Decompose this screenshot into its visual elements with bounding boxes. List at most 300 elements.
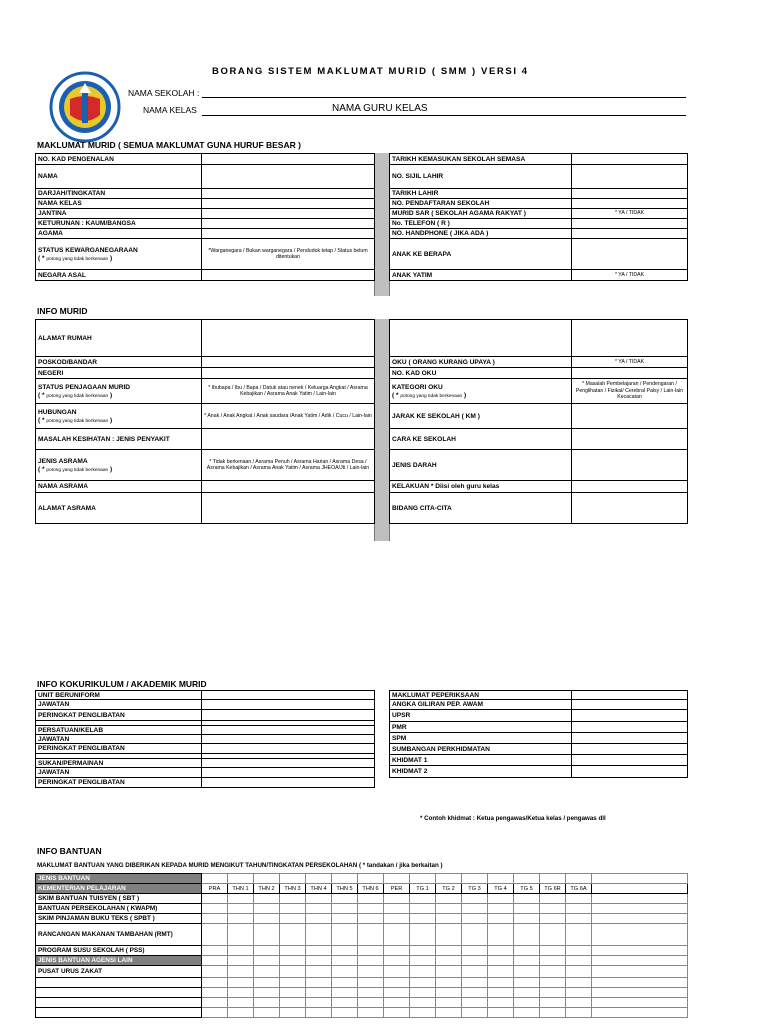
- field-value-alamat-asrama[interactable]: [202, 493, 375, 524]
- checkbox-cell[interactable]: [254, 966, 280, 978]
- year-column-header: TG 5: [514, 884, 540, 894]
- form-row: [390, 733, 688, 744]
- checkbox-cell[interactable]: [228, 894, 254, 904]
- blank-cell[interactable]: [592, 966, 688, 978]
- checkbox-cell[interactable]: [306, 1008, 332, 1018]
- checkbox-cell[interactable]: [436, 914, 462, 924]
- field-value-masalah-kesihatan-jenis-penyakit[interactable]: [202, 429, 375, 450]
- year-column-header: THN 6: [358, 884, 384, 894]
- checkbox-cell[interactable]: [462, 946, 488, 956]
- checkbox-cell[interactable]: [384, 998, 410, 1008]
- checkbox-cell[interactable]: [254, 978, 280, 988]
- field-label-jenis-darah: [390, 450, 572, 481]
- checkbox-cell[interactable]: [228, 998, 254, 1008]
- teacher-name-label: NAMA GURU KELAS: [332, 103, 428, 114]
- field-value-bidang-cita-cita[interactable]: [572, 493, 688, 524]
- checkbox-cell[interactable]: [280, 924, 306, 946]
- field-value-darjah-tingkatan[interactable]: [202, 189, 375, 199]
- checkbox-cell[interactable]: [540, 924, 566, 946]
- checkbox-cell[interactable]: [566, 988, 592, 998]
- field-value-alamat-rumah[interactable]: [202, 320, 375, 357]
- checkbox-cell[interactable]: [514, 904, 540, 914]
- form-row: [36, 357, 375, 368]
- checkbox-cell[interactable]: [202, 894, 228, 904]
- field-value-blank[interactable]: [572, 320, 688, 357]
- checkbox-cell[interactable]: [384, 946, 410, 956]
- field-label-text: MURID SAR ( SEKOLAH AGAMA RAKYAT ): [392, 210, 526, 217]
- field-value-jawatan[interactable]: [202, 735, 375, 744]
- checkbox-cell[interactable]: [254, 956, 280, 966]
- checkbox-cell[interactable]: [410, 966, 436, 978]
- checkbox-cell[interactable]: [514, 978, 540, 988]
- checkbox-cell[interactable]: [280, 966, 306, 978]
- form-row: [36, 759, 375, 768]
- field-value-tarikh-lahir[interactable]: [572, 189, 688, 199]
- checkbox-cell[interactable]: [254, 1008, 280, 1018]
- field-label-text: NAMA: [38, 173, 58, 180]
- checkbox-cell[interactable]: [332, 998, 358, 1008]
- checkbox-cell[interactable]: [436, 904, 462, 914]
- checkbox-cell[interactable]: [410, 956, 436, 966]
- agency-label-blank[interactable]: [36, 1008, 202, 1018]
- field-value-angka-giliran-pep-awam[interactable]: [572, 700, 688, 710]
- checkbox-cell[interactable]: [332, 924, 358, 946]
- checkbox-cell[interactable]: [228, 904, 254, 914]
- checkbox-cell[interactable]: [202, 966, 228, 978]
- field-label-agama: [36, 229, 202, 239]
- checkbox-cell[interactable]: [566, 904, 592, 914]
- checkbox-cell[interactable]: [566, 978, 592, 988]
- header-blank-cell: [384, 874, 410, 884]
- checkbox-cell[interactable]: [462, 904, 488, 914]
- field-value-anak-yatim[interactable]: * YA / TIDAK: [572, 270, 688, 281]
- checkbox-cell[interactable]: [358, 894, 384, 904]
- checkbox-cell[interactable]: [566, 946, 592, 956]
- field-label-text: ANGKA GILIRAN PEP. AWAM: [392, 701, 483, 708]
- field-value-kategori-oku[interactable]: * Masalah Pembelajaran / Pendengaran / Penglihatan / Fizikal/ Cerebral Palsy / Lain-lain Kecacatan: [572, 379, 688, 404]
- field-value-negara-asal[interactable]: [202, 270, 375, 281]
- checkbox-cell[interactable]: [436, 946, 462, 956]
- blank-cell[interactable]: [592, 978, 688, 988]
- header-blank-cell: [592, 874, 688, 884]
- checkbox-cell[interactable]: [410, 914, 436, 924]
- blank-cell[interactable]: [592, 904, 688, 914]
- checkbox-cell[interactable]: [202, 978, 228, 988]
- checkbox-cell[interactable]: [332, 914, 358, 924]
- checkbox-cell[interactable]: [358, 956, 384, 966]
- field-value-pmr[interactable]: [572, 722, 688, 733]
- checkbox-cell[interactable]: [280, 894, 306, 904]
- field-value-jenis-asrama[interactable]: * Tidak berkenaan / Asrama Penuh / Asrama Harian / Asrama Desa / Asrama Kebajikan / Asrama Anak Yatim / Asrama JHEOA/Jti / Lain-lain: [202, 450, 375, 481]
- checkbox-cell[interactable]: [358, 978, 384, 988]
- checkbox-cell[interactable]: [488, 946, 514, 956]
- checkbox-cell[interactable]: [254, 946, 280, 956]
- blank-cell[interactable]: [592, 894, 688, 904]
- checkbox-cell[interactable]: [566, 914, 592, 924]
- field-value-peringkat-penglibatan[interactable]: [202, 710, 375, 721]
- checkbox-cell[interactable]: [384, 966, 410, 978]
- checkbox-cell[interactable]: [228, 956, 254, 966]
- checkbox-cell[interactable]: [436, 924, 462, 946]
- field-value-murid-sar-sekolah-agama-rakyat[interactable]: * YA / TIDAK: [572, 209, 688, 219]
- checkbox-cell[interactable]: [202, 946, 228, 956]
- checkbox-cell[interactable]: [436, 894, 462, 904]
- field-label-text: PERINGKAT PENGLIBATAN: [38, 779, 125, 786]
- checkbox-cell[interactable]: [436, 956, 462, 966]
- field-value-negeri[interactable]: [202, 368, 375, 379]
- checkbox-cell[interactable]: [254, 904, 280, 914]
- checkbox-cell[interactable]: [306, 946, 332, 956]
- field-value-nama-kelas[interactable]: [202, 199, 375, 209]
- blank-cell[interactable]: [592, 956, 688, 966]
- checkbox-cell[interactable]: [488, 924, 514, 946]
- field-value-persatuan-kelab[interactable]: [202, 726, 375, 735]
- checkbox-cell[interactable]: [254, 894, 280, 904]
- checkbox-cell[interactable]: [436, 1008, 462, 1018]
- agency-label-blank[interactable]: [36, 978, 202, 988]
- field-value-status-kewarganegaraan[interactable]: *Warganegara / Bukan warganegara / Penduduk tetap / Status belum ditentukan: [202, 239, 375, 270]
- checkbox-cell[interactable]: [384, 894, 410, 904]
- checkbox-cell[interactable]: [514, 914, 540, 924]
- checkbox-cell[interactable]: [436, 998, 462, 1008]
- year-column-header: THN 2: [254, 884, 280, 894]
- field-value-nama[interactable]: [202, 165, 375, 189]
- checkbox-cell[interactable]: [566, 1008, 592, 1018]
- checkbox-cell[interactable]: [462, 914, 488, 924]
- class-name-field[interactable]: [202, 115, 686, 116]
- checkbox-cell[interactable]: [384, 924, 410, 946]
- checkbox-cell[interactable]: [332, 978, 358, 988]
- field-label-text: NO. KAD PENGENALAN: [38, 155, 114, 163]
- field-value-keturunan-kaum-bangsa[interactable]: [202, 219, 375, 229]
- field-value-peringkat-penglibatan[interactable]: [202, 778, 375, 788]
- blank-cell[interactable]: [592, 924, 688, 946]
- blank-cell[interactable]: [592, 914, 688, 924]
- checkbox-cell[interactable]: [540, 998, 566, 1008]
- checkbox-cell[interactable]: [358, 988, 384, 998]
- checkbox-cell[interactable]: [488, 966, 514, 978]
- field-value-jawatan[interactable]: [202, 700, 375, 710]
- checkbox-cell[interactable]: [280, 904, 306, 914]
- blank-cell[interactable]: [592, 1008, 688, 1018]
- field-label-jawatan: [36, 768, 202, 778]
- bantuan-subtitle: MAKLUMAT BANTUAN YANG DIBERIKAN KEPADA MURID MENGIKUT TAHUN/TINGKATAN PERSEKOLAHAN ( * tandakan / jika berkaitan ): [37, 862, 443, 869]
- field-label-text: NO. PENDAFTARAN SEKOLAH: [392, 200, 490, 207]
- checkbox-cell[interactable]: [358, 914, 384, 924]
- checkbox-cell[interactable]: [254, 988, 280, 998]
- checkbox-cell[interactable]: [488, 894, 514, 904]
- field-label-murid-sar-sekolah-agama-rakyat: [390, 209, 572, 219]
- field-value-status-penjagaan-murid[interactable]: * Ibubapa / Ibu / Bapa / Datuk atau nenek / Keluarga Angkat / Asrama Kebajikan / Asrama Anak Yatim / Lain-lain: [202, 379, 375, 404]
- checkbox-cell[interactable]: [436, 988, 462, 998]
- jenis-bantuan-header: JENIS BANTUAN: [36, 874, 202, 884]
- checkbox-cell[interactable]: [254, 924, 280, 946]
- form-row: [36, 778, 375, 788]
- field-value-sukan-permainan[interactable]: [202, 759, 375, 768]
- field-value-jawatan[interactable]: [202, 768, 375, 778]
- field-label-text: MASALAH KESIHATAN : JENIS PENYAKIT: [38, 435, 170, 443]
- checkbox-cell[interactable]: [384, 988, 410, 998]
- checkbox-cell[interactable]: [462, 988, 488, 998]
- agency-row: [36, 998, 688, 1008]
- field-value-no-kad-pengenalan[interactable]: [202, 154, 375, 165]
- checkbox-cell[interactable]: [306, 894, 332, 904]
- field-label-text: TARIKH KEMASUKAN SEKOLAH SEMASA: [392, 155, 526, 163]
- checkbox-cell[interactable]: [540, 904, 566, 914]
- checkbox-cell[interactable]: [358, 966, 384, 978]
- checkbox-cell[interactable]: [540, 946, 566, 956]
- checkbox-cell[interactable]: [462, 894, 488, 904]
- field-value-peringkat-penglibatan[interactable]: [202, 744, 375, 754]
- field-note: ( * potong yang tidak berkenaan ): [38, 465, 113, 473]
- checkbox-cell[interactable]: [514, 1008, 540, 1018]
- checkbox-cell[interactable]: [306, 914, 332, 924]
- maklumat-right-table: [389, 153, 688, 281]
- checkbox-cell[interactable]: [436, 978, 462, 988]
- field-value-sumbangan-perkhidmatan[interactable]: [572, 744, 688, 755]
- ministry-logo: [49, 71, 121, 143]
- checkbox-cell[interactable]: [566, 966, 592, 978]
- form-row: [390, 481, 688, 493]
- agency-label-blank[interactable]: [36, 998, 202, 1008]
- form-row: [36, 219, 375, 229]
- form-row: [36, 726, 375, 735]
- checkbox-cell[interactable]: [514, 894, 540, 904]
- field-label-jawatan: [36, 700, 202, 710]
- field-value-tarikh-kemasukan-sekolah-semasa[interactable]: [572, 154, 688, 165]
- checkbox-cell[interactable]: [358, 1008, 384, 1018]
- agensi-lain-header: JENIS BANTUAN AGENSI LAIN: [36, 956, 202, 966]
- checkbox-cell[interactable]: [228, 946, 254, 956]
- agency-label-blank[interactable]: [36, 988, 202, 998]
- field-value-unit-beruniform[interactable]: [202, 691, 375, 700]
- checkbox-cell[interactable]: [566, 894, 592, 904]
- checkbox-cell[interactable]: [228, 1008, 254, 1018]
- field-value-jarak-ke-sekolah-km[interactable]: [572, 404, 688, 429]
- agency-header-row: [36, 956, 688, 966]
- field-value-jantina[interactable]: [202, 209, 375, 219]
- field-label-text: NO. HANDPHONE ( JIKA ADA ): [392, 230, 489, 237]
- checkbox-cell[interactable]: [410, 988, 436, 998]
- field-label-status-penjagaan-murid: [36, 379, 202, 404]
- field-value-agama[interactable]: [202, 229, 375, 239]
- form-row: [390, 722, 688, 733]
- header-blank-cell: [358, 874, 384, 884]
- checkbox-cell[interactable]: [332, 946, 358, 956]
- checkbox-cell[interactable]: [228, 978, 254, 988]
- checkbox-cell[interactable]: [228, 924, 254, 946]
- bantuan-label-skim-pinjaman-buku-teks-spbt: SKIM PINJAMAN BUKU TEKS ( SPBT ): [36, 914, 202, 924]
- field-value-no-kad-oku[interactable]: [572, 368, 688, 379]
- field-label-text: SUMBANGAN PERKHIDMATAN: [392, 745, 490, 753]
- checkbox-cell[interactable]: [280, 946, 306, 956]
- checkbox-cell[interactable]: [332, 956, 358, 966]
- checkbox-cell[interactable]: [462, 924, 488, 946]
- checkbox-cell[interactable]: [540, 956, 566, 966]
- bantuan-label-program-susu-sekolah-pss: PROGRAM SUSU SEKOLAH ( PSS): [36, 946, 202, 956]
- field-label-keturunan-kaum-bangsa: [36, 219, 202, 229]
- field-label-peringkat-penglibatan: [36, 710, 202, 721]
- checkbox-cell[interactable]: [280, 988, 306, 998]
- checkbox-cell[interactable]: [254, 914, 280, 924]
- field-value-oku-orang-kurang-upaya[interactable]: * YA / TIDAK: [572, 357, 688, 368]
- checkbox-cell[interactable]: [488, 914, 514, 924]
- checkbox-cell[interactable]: [410, 904, 436, 914]
- field-label-text: DARJAH/TINGKATAN: [38, 190, 106, 197]
- checkbox-cell[interactable]: [358, 946, 384, 956]
- checkbox-cell[interactable]: [462, 998, 488, 1008]
- field-label-text: TARIKH LAHIR: [392, 190, 439, 197]
- field-value-cara-ke-sekolah[interactable]: [572, 429, 688, 450]
- field-value-nama-asrama[interactable]: [202, 481, 375, 493]
- checkbox-cell[interactable]: [332, 894, 358, 904]
- checkbox-cell[interactable]: [358, 924, 384, 946]
- checkbox-cell[interactable]: [462, 966, 488, 978]
- field-label-kelakuan-diisi-oleh-guru-kelas: [390, 481, 572, 493]
- checkbox-cell[interactable]: [488, 998, 514, 1008]
- checkbox-cell[interactable]: [462, 1008, 488, 1018]
- field-label-text: BIDANG CITA-CITA: [392, 504, 452, 512]
- checkbox-cell[interactable]: [514, 924, 540, 946]
- checkbox-cell[interactable]: [202, 904, 228, 914]
- checkbox-cell[interactable]: [306, 988, 332, 998]
- checkbox-cell[interactable]: [540, 966, 566, 978]
- checkbox-cell[interactable]: [540, 988, 566, 998]
- checkbox-cell[interactable]: [566, 998, 592, 1008]
- checkbox-cell[interactable]: [462, 956, 488, 966]
- checkbox-cell[interactable]: [384, 904, 410, 914]
- field-note: ( * potong yang tidak berkenaan ): [38, 254, 113, 262]
- field-value-khidmat-1[interactable]: [572, 755, 688, 766]
- checkbox-cell[interactable]: [488, 956, 514, 966]
- checkbox-cell[interactable]: [566, 924, 592, 946]
- field-label-jawatan: [36, 735, 202, 744]
- checkbox-cell[interactable]: [280, 978, 306, 988]
- header-blank-cell: [566, 874, 592, 884]
- checkbox-cell[interactable]: [566, 956, 592, 966]
- field-value-jenis-darah[interactable]: [572, 450, 688, 481]
- header-blank-cell: [436, 874, 462, 884]
- checkbox-cell[interactable]: [306, 904, 332, 914]
- checkbox-cell[interactable]: [540, 1008, 566, 1018]
- checkbox-cell[interactable]: [540, 978, 566, 988]
- checkbox-cell[interactable]: [358, 904, 384, 914]
- checkbox-cell[interactable]: [410, 894, 436, 904]
- checkbox-cell[interactable]: [384, 914, 410, 924]
- checkbox-cell[interactable]: [436, 966, 462, 978]
- checkbox-cell[interactable]: [228, 966, 254, 978]
- checkbox-cell[interactable]: [384, 978, 410, 988]
- checkbox-cell[interactable]: [202, 998, 228, 1008]
- checkbox-cell[interactable]: [306, 998, 332, 1008]
- checkbox-cell[interactable]: [332, 966, 358, 978]
- field-value-spm[interactable]: [572, 733, 688, 744]
- field-value-maklumat-peperiksaan[interactable]: [572, 691, 688, 700]
- checkbox-cell[interactable]: [202, 956, 228, 966]
- form-row: [36, 229, 375, 239]
- field-label-text: NEGERI: [38, 369, 64, 377]
- checkbox-cell[interactable]: [280, 1008, 306, 1018]
- field-label-nama-asrama: [36, 481, 202, 493]
- form-row: [36, 735, 375, 744]
- field-value-no-sijil-lahir[interactable]: [572, 165, 688, 189]
- field-value-no-handphone-jika-ada[interactable]: [572, 229, 688, 239]
- checkbox-cell[interactable]: [306, 924, 332, 946]
- agency-row: [36, 1008, 688, 1018]
- checkbox-cell[interactable]: [410, 946, 436, 956]
- blank-cell[interactable]: [592, 946, 688, 956]
- checkbox-cell[interactable]: [280, 914, 306, 924]
- year-column-header: THN 3: [280, 884, 306, 894]
- checkbox-cell[interactable]: [410, 978, 436, 988]
- field-value-anak-ke-berapa[interactable]: [572, 239, 688, 270]
- field-value-no-telefon-r[interactable]: [572, 219, 688, 229]
- checkbox-cell[interactable]: [384, 1008, 410, 1018]
- checkbox-cell[interactable]: [306, 978, 332, 988]
- form-row: [36, 404, 375, 429]
- checkbox-cell[interactable]: [280, 998, 306, 1008]
- field-value-upsr[interactable]: [572, 710, 688, 722]
- blank-cell[interactable]: [592, 988, 688, 998]
- checkbox-cell[interactable]: [332, 1008, 358, 1018]
- blank-cell[interactable]: [592, 998, 688, 1008]
- checkbox-cell[interactable]: [514, 966, 540, 978]
- checkbox-cell[interactable]: [462, 978, 488, 988]
- checkbox-cell[interactable]: [202, 988, 228, 998]
- checkbox-cell[interactable]: [228, 988, 254, 998]
- field-value-khidmat-2[interactable]: [572, 766, 688, 778]
- section-title-maklumat: MAKLUMAT MURID ( SEMUA MAKLUMAT GUNA HURUF BESAR ): [37, 140, 301, 150]
- checkbox-cell[interactable]: [202, 924, 228, 946]
- checkbox-cell[interactable]: [514, 998, 540, 1008]
- form-row: [390, 691, 688, 700]
- checkbox-cell[interactable]: [488, 988, 514, 998]
- checkbox-cell[interactable]: [202, 914, 228, 924]
- checkbox-cell[interactable]: [410, 924, 436, 946]
- checkbox-cell[interactable]: [488, 978, 514, 988]
- checkbox-cell[interactable]: [332, 904, 358, 914]
- field-label-pmr: [390, 722, 572, 733]
- checkbox-cell[interactable]: [410, 998, 436, 1008]
- checkbox-cell[interactable]: [488, 904, 514, 914]
- checkbox-cell[interactable]: [514, 946, 540, 956]
- checkbox-cell[interactable]: [202, 1008, 228, 1018]
- checkbox-cell[interactable]: [384, 956, 410, 966]
- field-label-no-handphone-jika-ada: [390, 229, 572, 239]
- checkbox-cell[interactable]: [332, 988, 358, 998]
- field-value-hubungan[interactable]: * Anak / Anak Angkat / Anak saudara /Anak Yatim / Adik / Cucu / Lain-lain: [202, 404, 375, 429]
- checkbox-cell[interactable]: [514, 988, 540, 998]
- field-value-kelakuan-diisi-oleh-guru-kelas[interactable]: [572, 481, 688, 493]
- checkbox-cell[interactable]: [280, 956, 306, 966]
- checkbox-cell[interactable]: [358, 998, 384, 1008]
- school-name-field[interactable]: [202, 97, 686, 98]
- checkbox-cell[interactable]: [488, 1008, 514, 1018]
- checkbox-cell[interactable]: [306, 956, 332, 966]
- checkbox-cell[interactable]: [254, 998, 280, 1008]
- checkbox-cell[interactable]: [410, 1008, 436, 1018]
- checkbox-cell[interactable]: [306, 966, 332, 978]
- checkbox-cell[interactable]: [514, 956, 540, 966]
- checkbox-cell[interactable]: [228, 914, 254, 924]
- field-label-poskod-bandar: [36, 357, 202, 368]
- field-value-no-pendaftaran-sekolah[interactable]: [572, 199, 688, 209]
- field-value-poskod-bandar[interactable]: [202, 357, 375, 368]
- form-row: [36, 744, 375, 754]
- checkbox-cell[interactable]: [540, 894, 566, 904]
- checkbox-cell[interactable]: [540, 914, 566, 924]
- header-blank-cell: [332, 874, 358, 884]
